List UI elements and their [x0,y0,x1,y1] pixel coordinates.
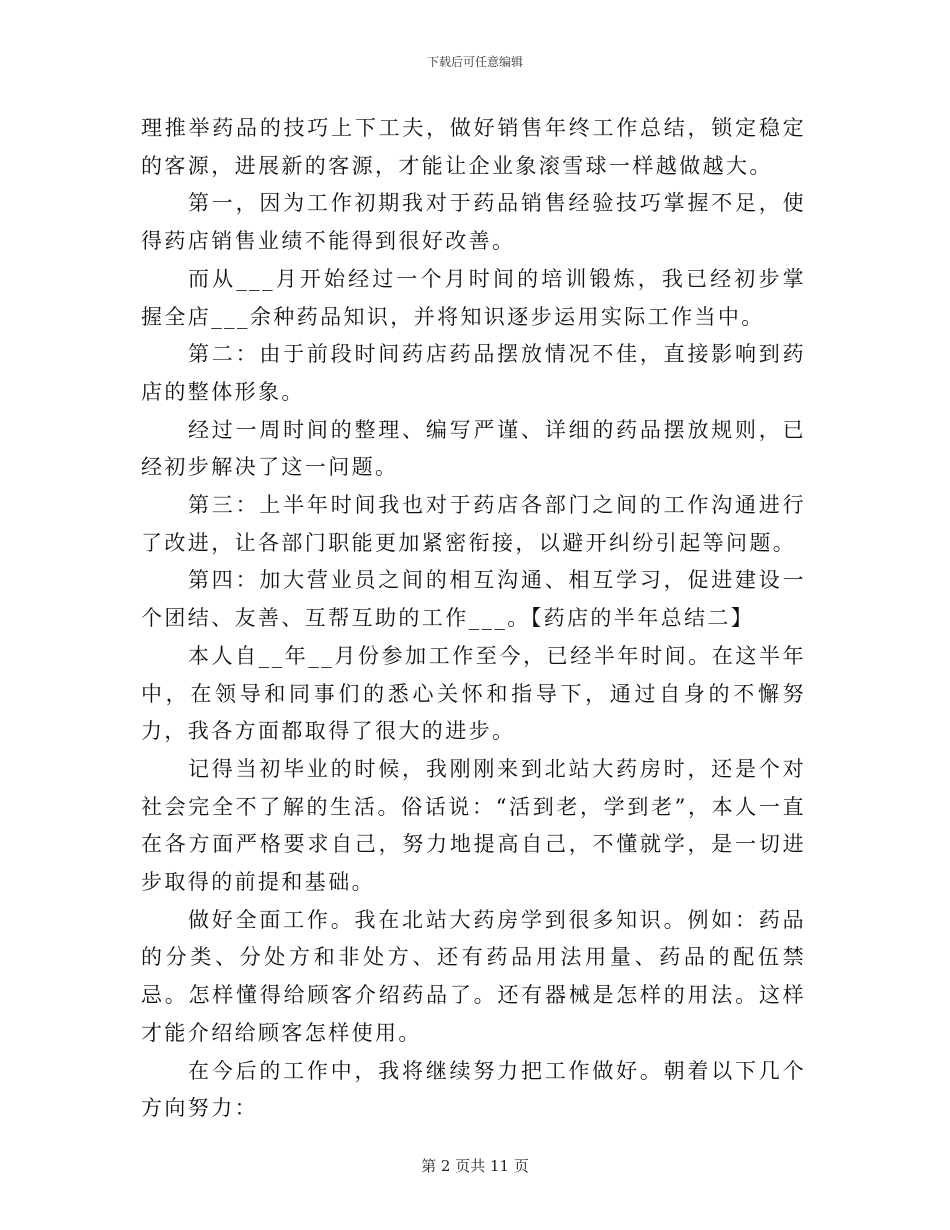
paragraph-knowledge: 做好全面工作。我在北站大药房学到很多知识。例如：药品的分类、分处方和非处方、还有药品用法用量、药品的配伍禁忌。怎样懂得给顾客介绍药品了。还有器械是怎样的用法。这样才能介绍给顾客怎样使用。 [141,907,806,1045]
paragraph-point-three: 第三：上半年时间我也对于药店各部门之间的工作沟通进行了改进，让各部门职能更加紧密衔接，以避开纠纷引起等问题。 [141,493,806,555]
paragraph-half-year-intro: 本人自__年__月份参加工作至今，已经半年时间。在这半年中，在领导和同事们的悉心关怀和指导下，通过自身的不懈努力，我各方面都取得了很大的进步。 [141,643,806,744]
page-header-note: 下载后可任意编辑 [426,55,523,69]
document-body [141,110,806,1128]
paragraph-point-four: 第四：加大营业员之间的相互沟通、相互学习，促进建设一个团结、友善、互帮互助的工作___。【药店的半年总结二】 [141,568,806,631]
paragraph-point-one: 第一，因为工作初期我对于药品销售经验技巧掌握不足，使得药店销售业绩不能得到很好改善。 [141,191,806,254]
paragraph-training: 而从___月开始经过一个月时间的培训锻炼，我已经初步掌握全店___余种药品知识，并将知识逐步运用实际工作当中。 [141,266,806,329]
paragraph-point-two: 第二：由于前段时间药店药品摆放情况不佳，直接影响到药店的整体形象。 [141,342,806,404]
paragraph-graduation: 记得当初毕业的时候，我刚刚来到北站大药房时，还是个对社会完全不了解的生活。俗话说：“活到老，学到老”，本人一直在各方面严格要求自己，努力地提高自己，不懂就学，是一切进步取得的前提和基础。 [141,756,806,895]
paragraph-continuation: 理推举药品的技巧上下工夫，做好销售年终工作总结，锁定稳定的客源，进展新的客源，才能让企业象滚雪球一样越做越大。 [141,116,806,178]
paragraph-display-rules: 经过一周时间的整理、编写严谨、详细的药品摆放规则，已经初步解决了这一问题。 [141,417,806,480]
paragraph-future-work: 在今后的工作中，我将继续努力把工作做好。朝着以下几个方向努力： [141,1058,806,1121]
page-number: 第 2 页共 11 页 [421,1157,529,1175]
